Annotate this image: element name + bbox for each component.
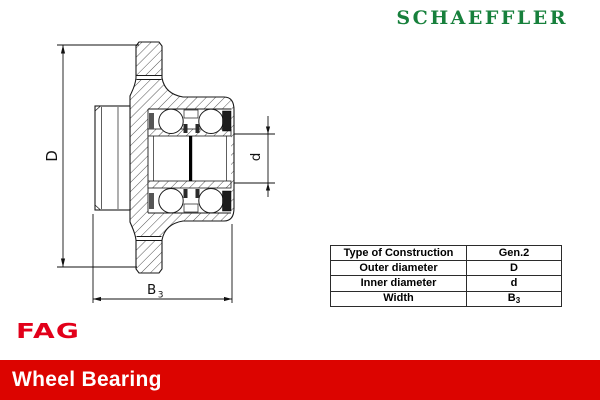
flange-pilot <box>95 106 130 210</box>
dimension-inner-diameter <box>234 116 275 197</box>
bearing-ball <box>199 109 223 133</box>
bearing-assembly <box>148 109 231 213</box>
spec-label: Width <box>331 292 467 306</box>
table-row <box>331 246 561 261</box>
spec-value: Gen.2 <box>498 246 530 259</box>
technical-drawing <box>0 28 320 320</box>
table-row <box>331 292 561 306</box>
spec-table <box>330 245 562 307</box>
spec-label: Type of Construction <box>331 246 467 260</box>
bearing-ball <box>159 109 183 133</box>
bearing-seal <box>223 111 232 131</box>
dim-label-d: d <box>248 152 264 162</box>
spec-value: d <box>510 276 518 289</box>
dim-label-D: D <box>43 150 61 162</box>
spec-label: Inner diameter <box>331 276 467 290</box>
bearing-seal <box>149 193 154 209</box>
product-banner <box>0 360 600 400</box>
schaeffler-logo: SCHAEFFLER <box>396 7 568 29</box>
table-row <box>331 276 561 291</box>
product-title: Wheel Bearing <box>12 368 162 391</box>
spec-value: D <box>510 261 518 274</box>
inner-ring-lower <box>148 181 231 188</box>
spec-label: Outer diameter <box>331 261 467 275</box>
spec-value: B 3 <box>507 292 521 305</box>
fag-logo: FAG <box>16 319 80 343</box>
bearing-seal <box>223 191 232 211</box>
bearing-ball <box>199 189 223 213</box>
dim-label-B3: B $_3$ <box>147 282 164 301</box>
bearing-ball <box>159 189 183 213</box>
table-row <box>331 261 561 276</box>
bearing-seal <box>149 113 154 129</box>
inner-ring-split <box>189 136 192 181</box>
